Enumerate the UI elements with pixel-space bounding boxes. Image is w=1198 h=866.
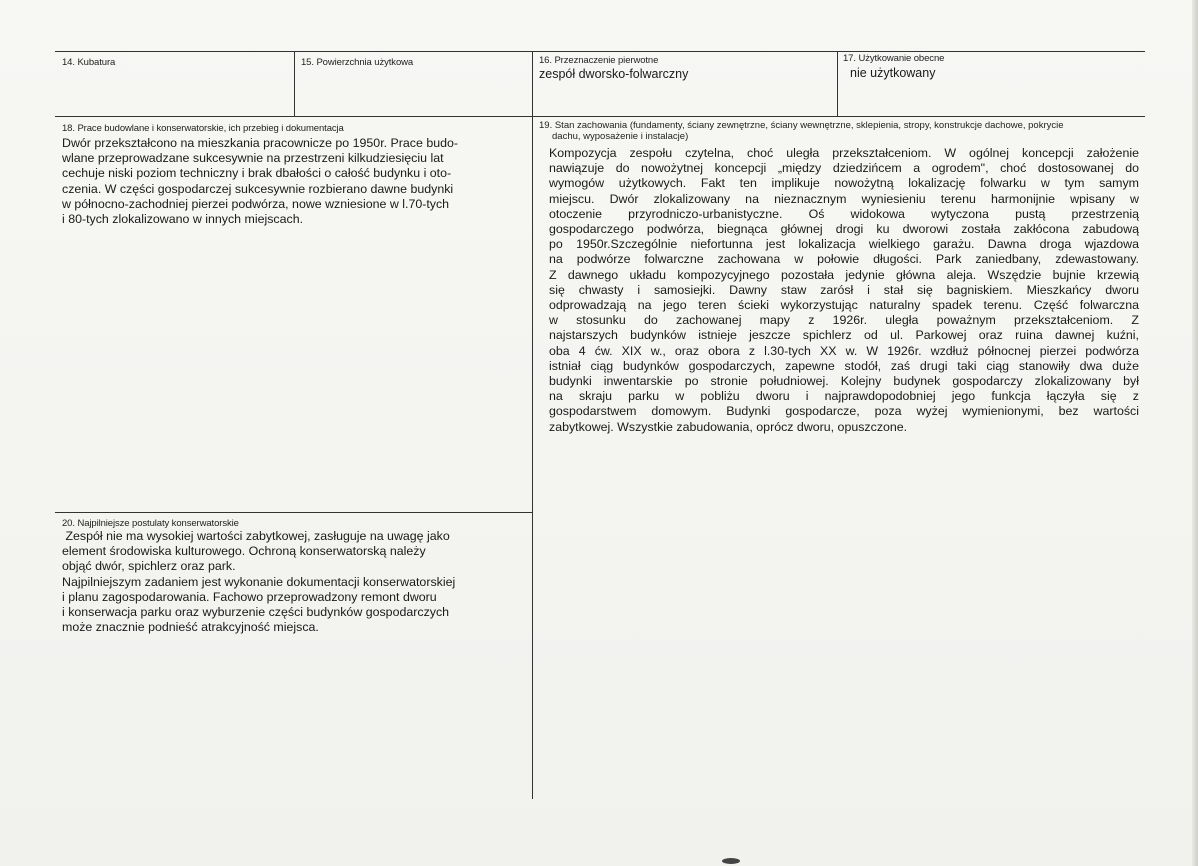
scan-artifact: [722, 858, 740, 864]
text-line: objąć dwór, spichlerz oraz park.: [62, 559, 236, 574]
text-line: cechuje niski poziom techniczny i brak dbałości o całość budynku i oto-: [62, 166, 452, 181]
row3-top-border: [55, 512, 532, 513]
field-17-label: 17. Użytkowanie obecne: [843, 53, 945, 64]
text-line: na podwórze folwarczne zachowana w połowie długości. Park zaniedbany, zdewastowany.: [549, 252, 1139, 267]
label-line: 19. Stan zachowania (fundamenty, ściany zewnętrzne, ściany wewnętrzne, sklepienia, stropy, konstrukcje dachowe, pokrycie: [539, 120, 1064, 131]
field-18-text: [62, 136, 524, 227]
field-17-value: nie użytkowany: [850, 66, 936, 80]
text-line: wymogów użytkowych. Fakt ten implikuje nowożytną lokalizację folwarku w tym samym: [549, 176, 1139, 191]
label-line: dachu, wyposażenie i instalacje): [552, 131, 689, 142]
text-line: czenia. W części gospodarczej sukcesywnie rozbierano dawne budynki: [62, 181, 454, 196]
text-line: gospodarczego podwórza, biegnąca głównej drogi ku dworowi została zakłócona zabudową: [549, 222, 1139, 237]
text-line: wlane przeprowadzane sukcesywnie na przestrzeni kilkudziesięciu lat: [62, 151, 444, 166]
field-18-label: 18. Prace budowlane i konserwatorskie, ich przebieg i dokumentacja: [62, 123, 344, 134]
text-line: może znacznie podnieść atrakcyjność miejsca.: [62, 620, 319, 635]
text-line: Zespół nie ma wysokiej wartości zabytkowej, zasługuje na uwagę jako: [62, 529, 450, 543]
text-line: miejscu. Dwór zlokalizowany na nieznacznym wyniesieniu terenu harmonijnie wpisany w: [549, 191, 1139, 206]
text-line: gospodarstwem domowym. Budynki gospodarcze, poza wyżej wymienionymi, bez wartości: [549, 404, 1139, 419]
text-line: Z dawnego układu kompozycyjnego pozostała jedynie główna aleja. Wszędzie bujnie krzewią: [549, 267, 1139, 282]
text-line: otoczenie przyrodniczo-urbanistyczne. Oś widokowa wytyczona pustą przestrzenią: [549, 206, 1139, 221]
row1-top-border: [55, 51, 1145, 52]
text-line: i konserwacja parku oraz wyburzenie części budynków gospodarczych: [62, 605, 450, 620]
text-line: zabytkowej. Wszystkie zabudowania, oprócz dworu, opuszczone.: [549, 419, 908, 434]
text-line: budynki inwentarskie po stronie południowej. Kolejny budynek gospodarczy zlokalizowany był: [549, 374, 1139, 389]
field-16-label: 16. Przeznaczenie pierwotne: [539, 55, 659, 66]
page-edge: [1192, 0, 1198, 866]
text-line: oba 4 ćw. XIX w., oraz obora z l.30-tych XX w. W 1926r. wzdłuż północnej pierzei podwórza: [549, 343, 1139, 358]
row1-bottom-border: [55, 116, 1145, 117]
text-line: w stosunku do zachowanej mapy z 1926r. uległa poważnym przekształceniom. Z: [549, 313, 1139, 328]
text-line: najstarszych budynków istnieje jeszcze spichlerz od ul. Parkowej oraz ruina dawnej kuźni,: [549, 328, 1139, 343]
text-line: Najpilniejszym zadaniem jest wykonanie dokumentacji konserwatorskiej: [62, 574, 456, 589]
text-line: Kompozycja zespołu czytelna, choć uległa przekształceniom. W ogólnej koncepcji założenie: [549, 146, 1139, 160]
field-19-text: [549, 146, 1139, 435]
col-divider-1: [294, 51, 295, 116]
text-line: odprowadzają na jego teren ścieki wykorzystując naturalny spadek terenu. Część folwarczna: [549, 298, 1139, 313]
field-15-label: 15. Powierzchnia użytkowa: [301, 57, 414, 68]
text-line: w północno-zachodniej pierzei podwórza, nowe wzniesione w l.70-tych: [62, 196, 450, 211]
text-line: na skraju parku w pobliżu dworu i najprawdopodobniej jego funkcja łączyła się z: [549, 389, 1139, 404]
text-line: istniał ciąg budynków gospodarczych, zapewne stodół, zaś drugi taki ciąg stanowiły dwa duże: [549, 358, 1139, 373]
text-line: i 80-tych zlokalizowano w innych miejscach.: [62, 212, 304, 227]
field-19-label: [539, 120, 1064, 142]
col-divider-3: [837, 51, 838, 116]
text-line: po 1950r.Szczególnie niefortunna jest lokalizacja wielkiego garażu. Dawna droga wjazdowa: [549, 237, 1139, 252]
text-line: nawiązuje do nowożytnej koncepcji „między dziedzińcem a ogrodem", choć dostosowanej do: [549, 161, 1139, 176]
field-16-value: zespół dworsko-folwarczny: [539, 67, 689, 81]
text-line: i planu zagospodarowania. Fachowo przeprowadzony remont dworu: [62, 589, 437, 604]
field-14-label: 14. Kubatura: [62, 57, 116, 68]
field-20-label: 20. Najpilniejsze postulaty konserwatorskie: [62, 518, 239, 529]
text-line: się chwasty i samosiejki. Dawny staw zarósł i stał się bagniskiem. Mieszkańcy dworu: [549, 282, 1139, 297]
col-divider-2: [532, 51, 533, 799]
text-line: element środowiska kulturowego. Ochroną konserwatorską należy: [62, 544, 426, 559]
text-line: Dwór przekształcono na mieszkania pracownicze po 1950r. Prace budo-: [62, 136, 459, 150]
field-20-text: [62, 529, 527, 635]
